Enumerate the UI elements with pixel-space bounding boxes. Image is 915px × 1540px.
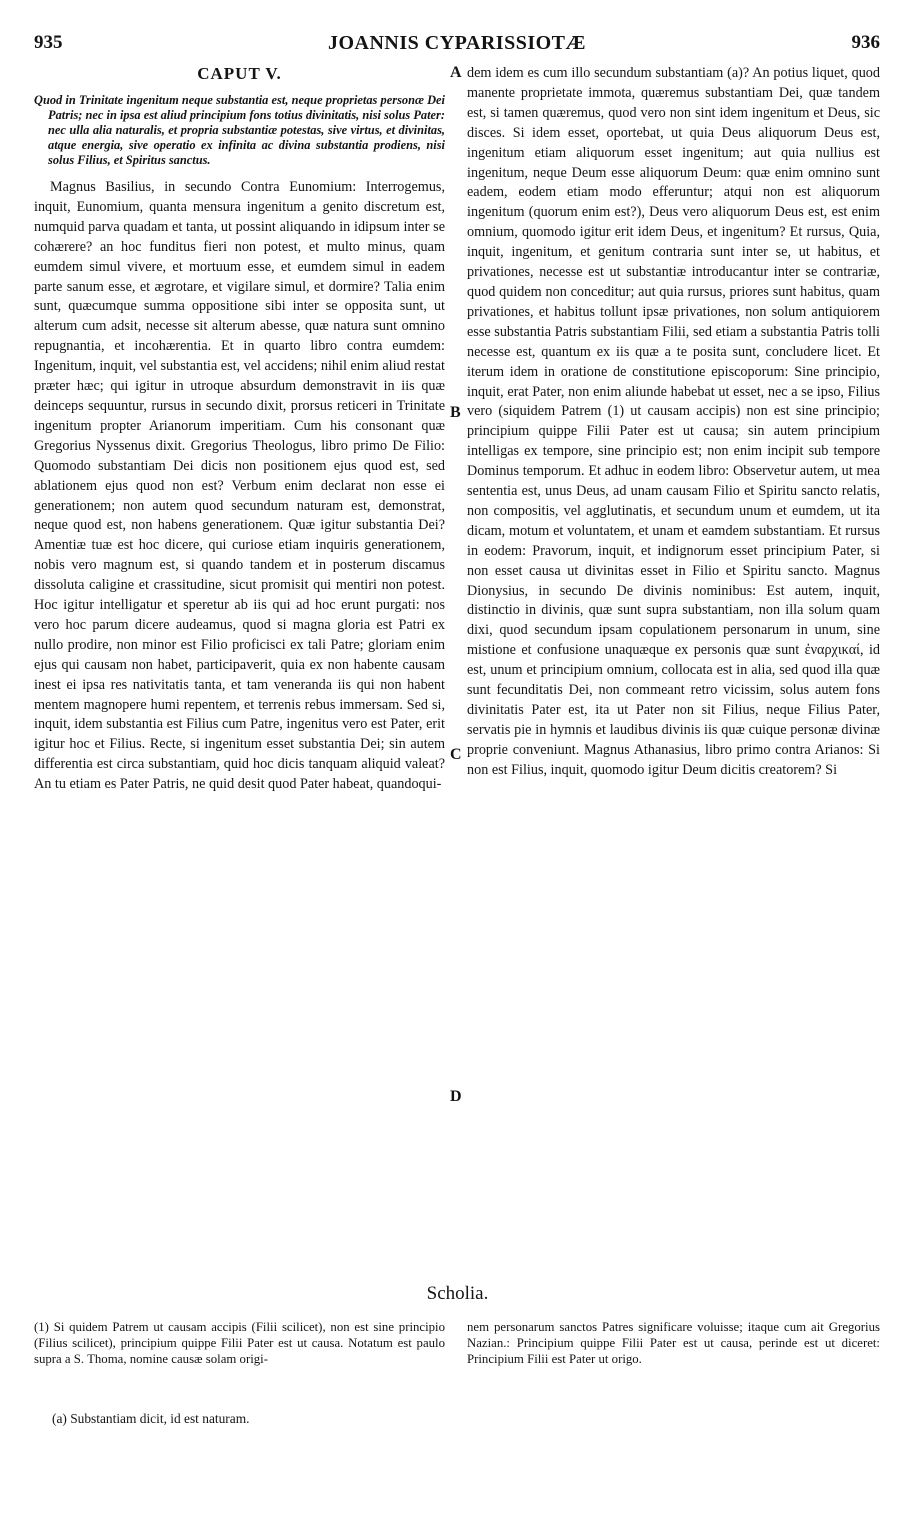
right-body-text [467,64,880,781]
page-header [34,32,880,58]
chapter-summary [34,93,445,168]
left-body-text [34,178,445,795]
right-body-paragraph: dem idem es cum illo secundum substantiam (a)? An potius liquet, quod manente proprietate immota, quæremus substantiam Dei, quæ tandem est, si tamen quæremus, quod vero non sint idem ingenitum et Deus, sic disces. Si idem esset, oportebat, ut quia Deus aliquorum Deus est, ingenitum etiam aliquorum esset ingenitum; aut quia nullius est ingenitum, neque Deum esse aliquorum Deum: quæ enim omnino sunt eadem, eodem etiam modo efferuntur; atqui non est aliquorum ingenitum (quorum enim est?), Deus vero aliquorum Deus est, est enim omnium, quomodo igitur erit idem Deus, et ingenitum? Et rursus, Quia, inquit, ingenitum, et genitum contraria sunt inter se, ut habitus, et privationes, necesse est ut substantiæ introducantur inter se contrariæ, quod quidem non conceditur; aut quia rursus, priores sunt habitus, quam privationes, et habitus tollunt ipsæ privationes, non solum antiquiorem esse substantia Patris substantiam Filii, sed etiam a substantia Patris tolli necesse est, quantum ex iis quæ a te posita sunt, concludere licet. Et iterum idem in oratione de constitutione episcoporum: Sine principio, inquit, erat Pater, non enim aliunde habebat ut esset, nec a se ipso, Filius vero (siquidem Patrem (1) ut causam accipis) non est sine principio; principium quippe Filii Pater est ut causa; sin autem principium intelligas ex tempore, sine principio est; non enim incipit sub tempore Dominus temporum. Et adhuc in eodem libro: Observetur autem, ut mea sententia est, unus Deus, ad unam causam Filio et Spiritu sancto relatis, non compositis, vel agglutinatis, et secundum unum et eumdem, ut ita dicam, motum et voluntatem, et unam et eamdem substantiam. Et rursus in eodem: Pravorum, inquit, et indignorum esset principium Pater, si non esset causa ut divinitas esset in Filio et Spiritu sancto. Magnus Dionysius, in secundo De divinis nominibus: Est autem, inquit, distinctio in divinis, quæ sunt supra substantiam, non illa solum quam dixi, quod secundum ipsam copulationem personarum in unum, sine mistione et confusione unaquæque ex personis quæ sunt ἐναρχικαί, id est, unum et principium omnium, collocata est in alia, sed quod illa quæ sunt fecunditatis Dei, non commeant retro vicissim, solus autem fons divinitatis Pater est, ita ut Pater non sit Filius, neque Filius Pater, servatis pie in hymnis et laudibus divinis iis quæ cuique personæ divinæ proprie conveniunt. Magnus Athanasius, libro primo contra Arianos: Si non est Filius, inquit, quomodo igitur Deum dicitis creatorem? Si [467,65,880,778]
margin-letter-b: B [450,404,461,421]
scholia-left-text: (1) Si quidem Patrem ut causam accipis (Filii scilicet), non est sine principio (Filius scilicet), principium quippe Filii Pater est ut causa. Notatum est paulo supra a S. Thoma, nomine causæ solam origi- [34,1320,445,1367]
margin-letter-d: D [450,1088,462,1105]
left-page-number: 935 [34,32,63,53]
scholia-heading: Scholia. [426,1283,489,1304]
left-body-paragraph: Magnus Basilius, in secundo Contra Eunomium: Interrogemus, inquit, Eunomium, quanta mensura ingenitum a genito discretum est, numquid parva quadam et tanta, ut possint aliquando in idipsum inter se cohærere? an hoc funditus fieri non potest, et multo minus, quam eumdem simul vivere, et mortuum esse, et eumdem simul in eadem parte sanum esse, et ægrotare, et vigilare simul, et dormire? Talia enim sunt, quæcumque summa oppositione sibi inter se opposita sunt, ut alterum cum adsit, necesse sit alterum abesse, quæ natura sunt omnino repugnantia, et incohærentia. Et in quarto libro contra eumdem: Ingenitum, inquit, vel substantia est, vel accidens; nihil enim aliud restat præter hæc; qui igitur in utroque absurdum demonstravit in iis quæ deinceps sequuntur, rursus in secundo dixit, prorsus reticeri in Trinitate ingenitum propter Arianorum imperitiam. Cum his consonant quæ Gregorius Nyssenus dixit. Gregorius Theologus, libro primo De Filio: Quomodo substantiam Dei dicis non positionem ejus quod est, sed ablationem ejus quod non est? Verbum enim declarat non esse ei generationem; non autem quod secundum naturam est, demonstrat, neque quod est, non habens generationem. Quæ igitur substantia Dei? Amentiæ tuæ est hoc dicere, qui curiose etiam inquiris generationem, nobis vero magnum est, si quando tandem et in posterum discamus dissoluta caligine et crassitudine, sicut promisit qui mentiri non potest. Hoc igitur intelligatur et speretur ab iis qui ad hoc erunt purgati: nos vero hoc parum dicere audeamus, quod si magna gloria est Patri ex nullo prodire, non minor est Filio proficisci ex tali Patre; gloriam enim ejus qui causam non habet, participaverit, quia ex non habente causam inest ei ipsa res nativitatis tanta, et tam veneranda iis qui non habent mentem magnopere humi repentem, et terrenis rebus immersam. Sed si, inquit, idem substantia est Filius cum Patre, ingenitus vero est Pater, erit igitur hoc et Filius. Recte, si ingenitum esset substantia Dei; sin autem differentia est circa substantiam, quid hoc dicis tanquam aliquid valeat? An tu etiam es Pater Patris, ne quid desit quod Pater habeat, quandoqui- [34,179,445,793]
right-column [467,64,880,781]
right-page-number: 936 [851,32,880,53]
margin-letter-c: C [450,746,462,763]
running-title: JOANNIS CYPARISSIOTÆ [327,32,586,54]
chapter-heading: CAPUT V. [197,64,282,83]
left-column [34,64,445,795]
footnote: (a) Substantiam dicit, id est naturam. [52,1411,250,1426]
scholia-right-text: nem personarum sanctos Patres significare voluisse; itaque cum ait Gregorius Nazian.: Principium quippe Filii Pater est ut causa, perinde est ut diceret: Principium Filii est Pater ut origo. [467,1320,880,1367]
chapter-summary-text: Quod in Trinitate ingenitum neque substantia est, neque proprietas personæ Dei Patris; nec in ipsa est aliud principium fons totius divinitatis, nisi solus Pater: nec ulla alia naturalis, et propria substantiæ potestas, sive virtus, et divinitas, atque energia, sive operatio ex infinita ac divina substantia prodiens, nisi solus Filius, et Spiritus sanctus. [34,93,445,167]
margin-letter-a: A [450,64,462,81]
